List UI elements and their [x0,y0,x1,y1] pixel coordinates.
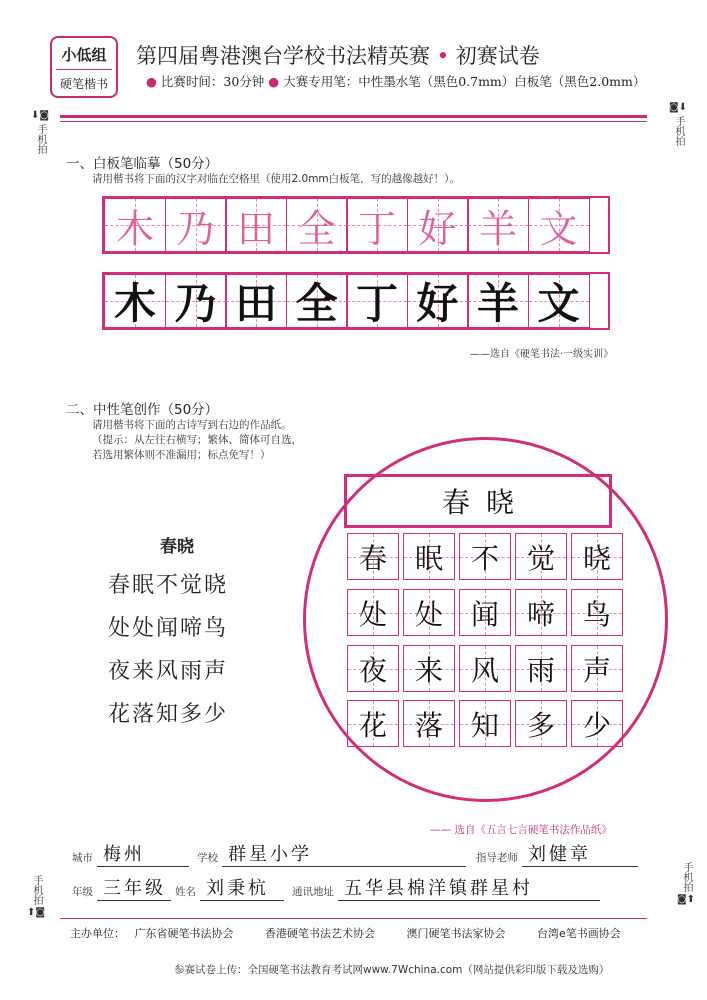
work-title-box [344,474,612,528]
section-2-title: 二、中性笔创作（50分） [66,402,219,418]
work-cell[interactable]: 夜 [347,645,399,692]
work-cell[interactable]: 觉 [515,533,567,580]
copy-char-cell[interactable]: 文 [528,274,590,328]
city-label: 城市 [72,852,93,864]
model-char-cell: 木 [104,198,166,252]
copy-char-cell[interactable]: 丁 [346,274,408,328]
model-char-cell: 乃 [165,198,227,252]
city-field[interactable]: 梅州 [97,840,189,867]
model-char-cell: 丁 [346,198,408,252]
work-cell[interactable]: 处 [347,589,399,636]
group-badge [50,36,118,98]
instruction-line: 若选用繁体则不准漏用；标点免写！） [92,449,271,461]
side-mark-bottom-right [676,862,696,906]
work-cell[interactable]: 啼 [515,589,567,636]
school-field[interactable]: 群星小学 [222,840,466,867]
section-1-source: ——选自《硬笔书法·一级实训》 [470,349,614,360]
address-label: 通讯地址 [292,886,334,898]
work-cell[interactable]: 花 [347,700,399,747]
work-cell[interactable]: 声 [571,645,623,692]
model-char-cell: 好 [407,198,469,252]
info-row-2 [72,874,600,901]
section-1-title: 一、白板笔临摹（50分） [66,156,219,172]
copy-char-cell[interactable]: 好 [407,274,469,328]
name-field[interactable]: 刘秉杭 [200,874,284,901]
organizer: 广东省硬笔书法协会 [134,927,234,940]
model-char-cell: 羊 [467,198,529,252]
header-rule [60,115,647,118]
work-cell[interactable]: 不 [459,533,511,580]
organizers [70,925,647,941]
copy-char-cell[interactable]: 乃 [165,274,227,328]
footer-rule [60,918,647,919]
camera-arrow-icon: ⬆◙ [26,907,46,918]
poem-title: 春晓 [160,537,194,557]
organizer: 香港硬笔书法艺术协会 [265,927,375,940]
copy-char-cell[interactable]: 木 [104,274,166,328]
copy-char-row [104,274,588,328]
side-mark-top-right [668,102,688,146]
organizer: 台湾e笔书画协会 [537,927,621,940]
teacher-label: 指导老师 [476,852,518,864]
work-cell[interactable]: 多 [515,700,567,747]
side-mark-text: 手机拍 [35,124,46,154]
exam-info [146,72,645,90]
work-cell[interactable]: 少 [571,700,623,747]
header-rule-thin [60,121,647,122]
work-cell[interactable]: 闻 [459,589,511,636]
address-field[interactable]: 五华县棉洋镇群星村 [338,874,600,901]
poem-line: 花落知多少 [108,702,229,727]
camera-arrow-icon: ◙⬆ [676,894,696,905]
side-mark-text: 手机拍 [31,875,42,905]
work-cell[interactable]: 雨 [515,645,567,692]
work-cell[interactable]: 眠 [403,533,455,580]
model-char-cell: 田 [225,198,287,252]
camera-arrow-icon: ⬇◙ [30,110,50,121]
work-cell[interactable]: 春 [347,533,399,580]
work-cell[interactable]: 知 [459,700,511,747]
info-row-1 [72,840,638,867]
camera-arrow-icon: ◙⬇ [668,102,688,113]
work-title: 春晓 [441,486,530,519]
paper-type: 初赛试卷 [455,44,540,68]
side-mark-top-left [30,110,50,154]
copy-char-cell[interactable]: 羊 [467,274,529,328]
side-mark-text: 手机拍 [681,862,692,892]
side-mark-bottom-left [26,875,46,919]
badge-divider [56,69,112,70]
poem-line: 夜来风雨声 [108,659,229,684]
work-cell[interactable]: 晓 [571,533,623,580]
work-cell[interactable]: 处 [403,589,455,636]
copy-char-cell[interactable]: 全 [286,274,348,328]
grade-field[interactable]: 三年级 [97,874,171,901]
exam-pens: 大赛专用笔：中性墨水笔（黑色0.7mm）白板笔（黑色2.0mm） [283,74,646,89]
bullet-icon: ● [268,74,280,89]
grade-label: 年级 [72,886,93,898]
poem-line: 处处闻啼鸟 [108,616,229,641]
side-mark-text: 手机拍 [673,116,684,146]
exam-time: 比赛时间：30分钟 [160,74,265,89]
model-char-cell: 文 [528,198,590,252]
poem-line: 春眠不觉晓 [108,573,229,598]
school-label: 学校 [197,852,218,864]
title-dot-icon: • [436,44,450,68]
group-name: 小低组 [61,46,107,64]
upload-note: 参赛试卷上传：全国硬笔书法教育考试网www.7Wchina.com（网站提供彩印版下载及选购） [174,964,610,976]
bullet-icon: ● [146,74,157,89]
model-char-row [104,198,588,252]
section-2-source: —— 选自《五言七言硬笔书法作品纸》 [430,824,612,836]
contest-name: 第四届粤港澳台学校书法精英赛 [136,44,430,68]
model-char-cell: 全 [286,198,348,252]
work-cell[interactable]: 落 [403,700,455,747]
name-label: 姓名 [175,886,196,898]
section-1-instruction: 请用楷书将下面的汉字对临在空格里（使用2.0mm白板笔，写的越像越好！）。 [92,173,460,185]
teacher-field[interactable]: 刘健章 [522,840,638,867]
copy-char-cell[interactable]: 田 [225,274,287,328]
work-cell[interactable]: 风 [459,645,511,692]
page-title [136,40,540,70]
work-cell[interactable]: 鸟 [571,589,623,636]
organizers-label: 主办单位： [70,927,125,940]
section-2-instruction [92,418,302,463]
work-cell[interactable]: 来 [403,645,455,692]
group-category: 硬笔楷书 [59,77,108,91]
instruction-line: （提示：从左往右横写；繁体、简体可自选， [92,434,302,446]
instruction-line: 请用楷书将下面的古诗写到右边的作品纸。 [92,419,292,431]
organizer: 澳门硬笔书法家协会 [406,927,506,940]
